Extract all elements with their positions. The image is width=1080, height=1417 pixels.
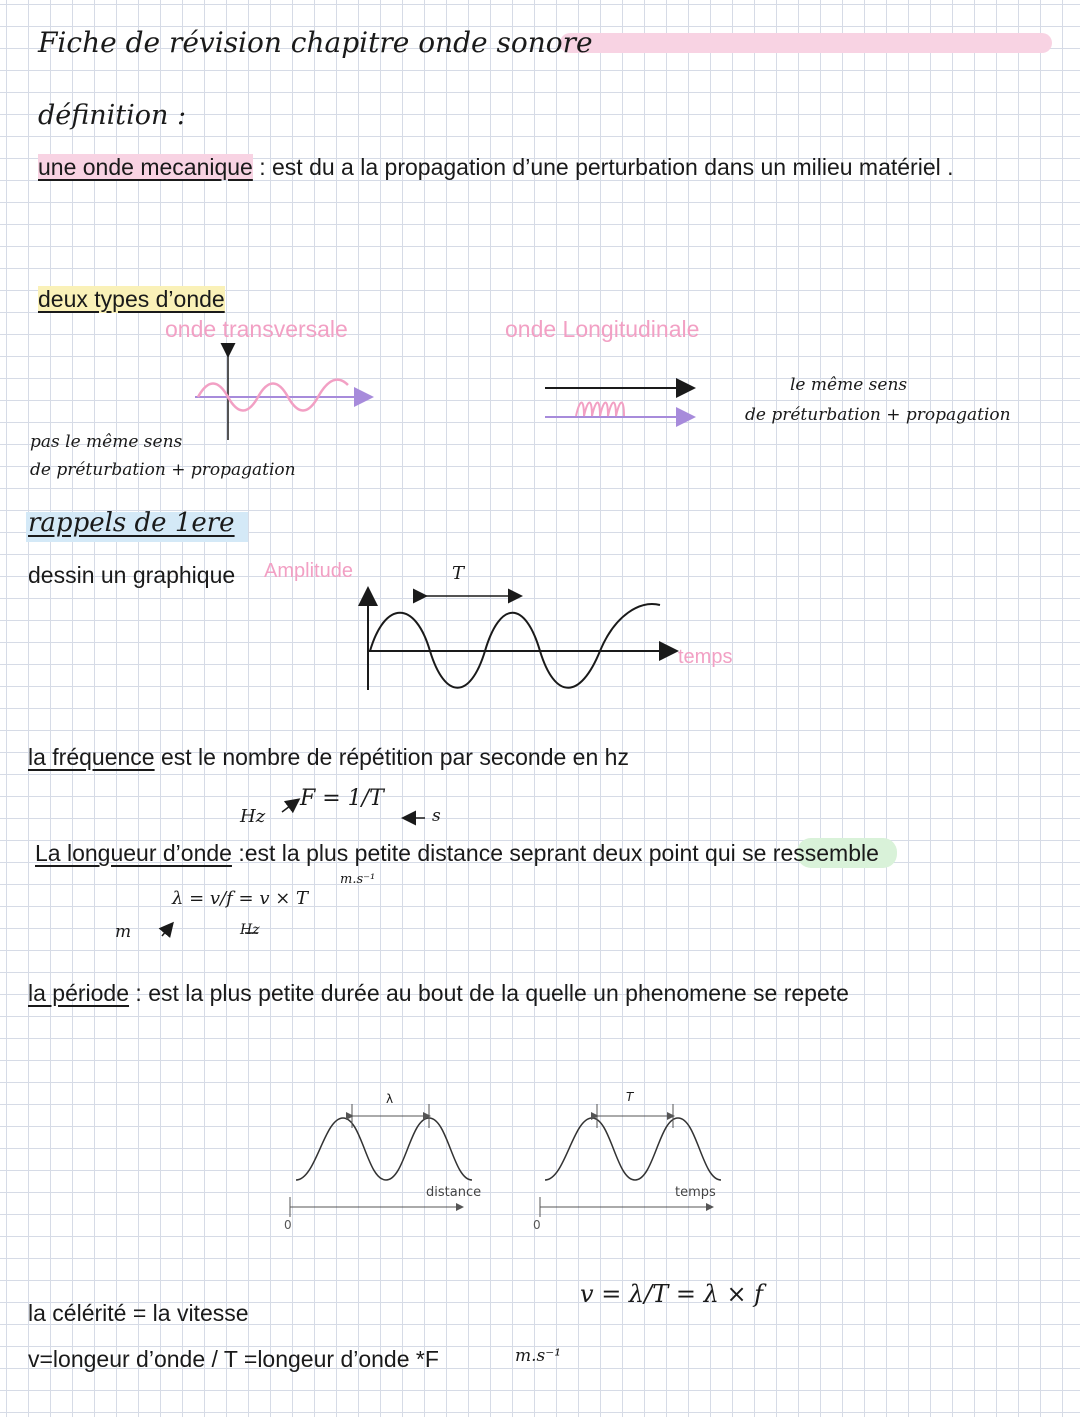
frequency-unit-s: s <box>432 806 441 826</box>
longitudinal-note-line2: de préturbation + propagation <box>745 405 1011 425</box>
diagram-right-axis-label: temps <box>675 1185 716 1200</box>
mechanical-wave-text: : est du a la propagation d’une perturbation dans un milieu matériel . <box>252 154 954 180</box>
time-label: temps <box>678 646 733 668</box>
wave-types-heading: deux types d’onde <box>38 286 225 312</box>
frequency-unit-hz: Hz <box>240 806 266 827</box>
wavelength-text: :est la plus petite distance seprant deux point qui se ressemble <box>231 840 879 866</box>
transverse-label: onde transversale <box>165 316 348 342</box>
longitudinal-label: onde Longitudinale <box>505 316 700 342</box>
frequency-formula: F = 1/T <box>300 786 384 811</box>
celerity-line2: v=longeur d’onde / T =longeur d’onde *F <box>28 1346 439 1372</box>
diagram-left-origin: 0 <box>284 1218 292 1232</box>
amplitude-time-graph <box>368 590 675 690</box>
wavelength-term: La longueur d’onde <box>35 840 232 866</box>
mechanical-wave-term: une onde mecanique <box>38 154 253 180</box>
diagram-left-axis-label: distance <box>426 1185 482 1200</box>
diagram-right-T: T <box>626 1090 634 1104</box>
longitudinal-wave-diagram <box>545 388 692 417</box>
longitudinal-note-line1: le même sens <box>790 375 908 395</box>
transverse-wave-diagram <box>195 355 370 440</box>
diagram-right-origin: 0 <box>533 1218 541 1232</box>
celerity-line1: la célérité = la vitesse <box>28 1300 249 1326</box>
frequency-arrows <box>282 800 425 818</box>
transverse-note-line2: de préturbation + propagation <box>30 460 296 480</box>
celerity-formula: v = λ/T = λ × f <box>580 1280 764 1308</box>
period-term: la période <box>28 980 130 1006</box>
wavelength-unit-m: m <box>115 922 132 942</box>
wavelength-formula: λ = v/f = v × T <box>172 888 309 909</box>
rappels-heading: rappels de 1ere <box>28 508 235 538</box>
diagram-left-lambda: λ <box>386 1092 394 1106</box>
transverse-note-line1: pas le même sens <box>30 432 183 452</box>
graph-caption: dessin un graphique <box>28 562 236 588</box>
amplitude-label: Amplitude <box>264 560 353 582</box>
page-title: Fiche de révision chapitre onde sonore <box>38 26 593 59</box>
definition-heading: définition : <box>38 100 187 131</box>
period-text: : est la plus petite durée au bout de la quelle un phenomene se repete <box>129 980 849 1006</box>
wavelength-diagram <box>290 1104 472 1217</box>
wavelength-unit-hz: Hz <box>240 922 260 938</box>
wavelength-unit-speed: m.s⁻¹ <box>340 872 376 887</box>
frequency-text: est le nombre de répétition par seconde en hz <box>154 744 629 770</box>
celerity-unit: m.s⁻¹ <box>515 1346 562 1366</box>
wavelength-arrows <box>162 924 258 936</box>
period-diagram <box>540 1104 721 1217</box>
frequency-term: la fréquence <box>28 744 155 770</box>
period-label-top: T <box>452 563 465 584</box>
